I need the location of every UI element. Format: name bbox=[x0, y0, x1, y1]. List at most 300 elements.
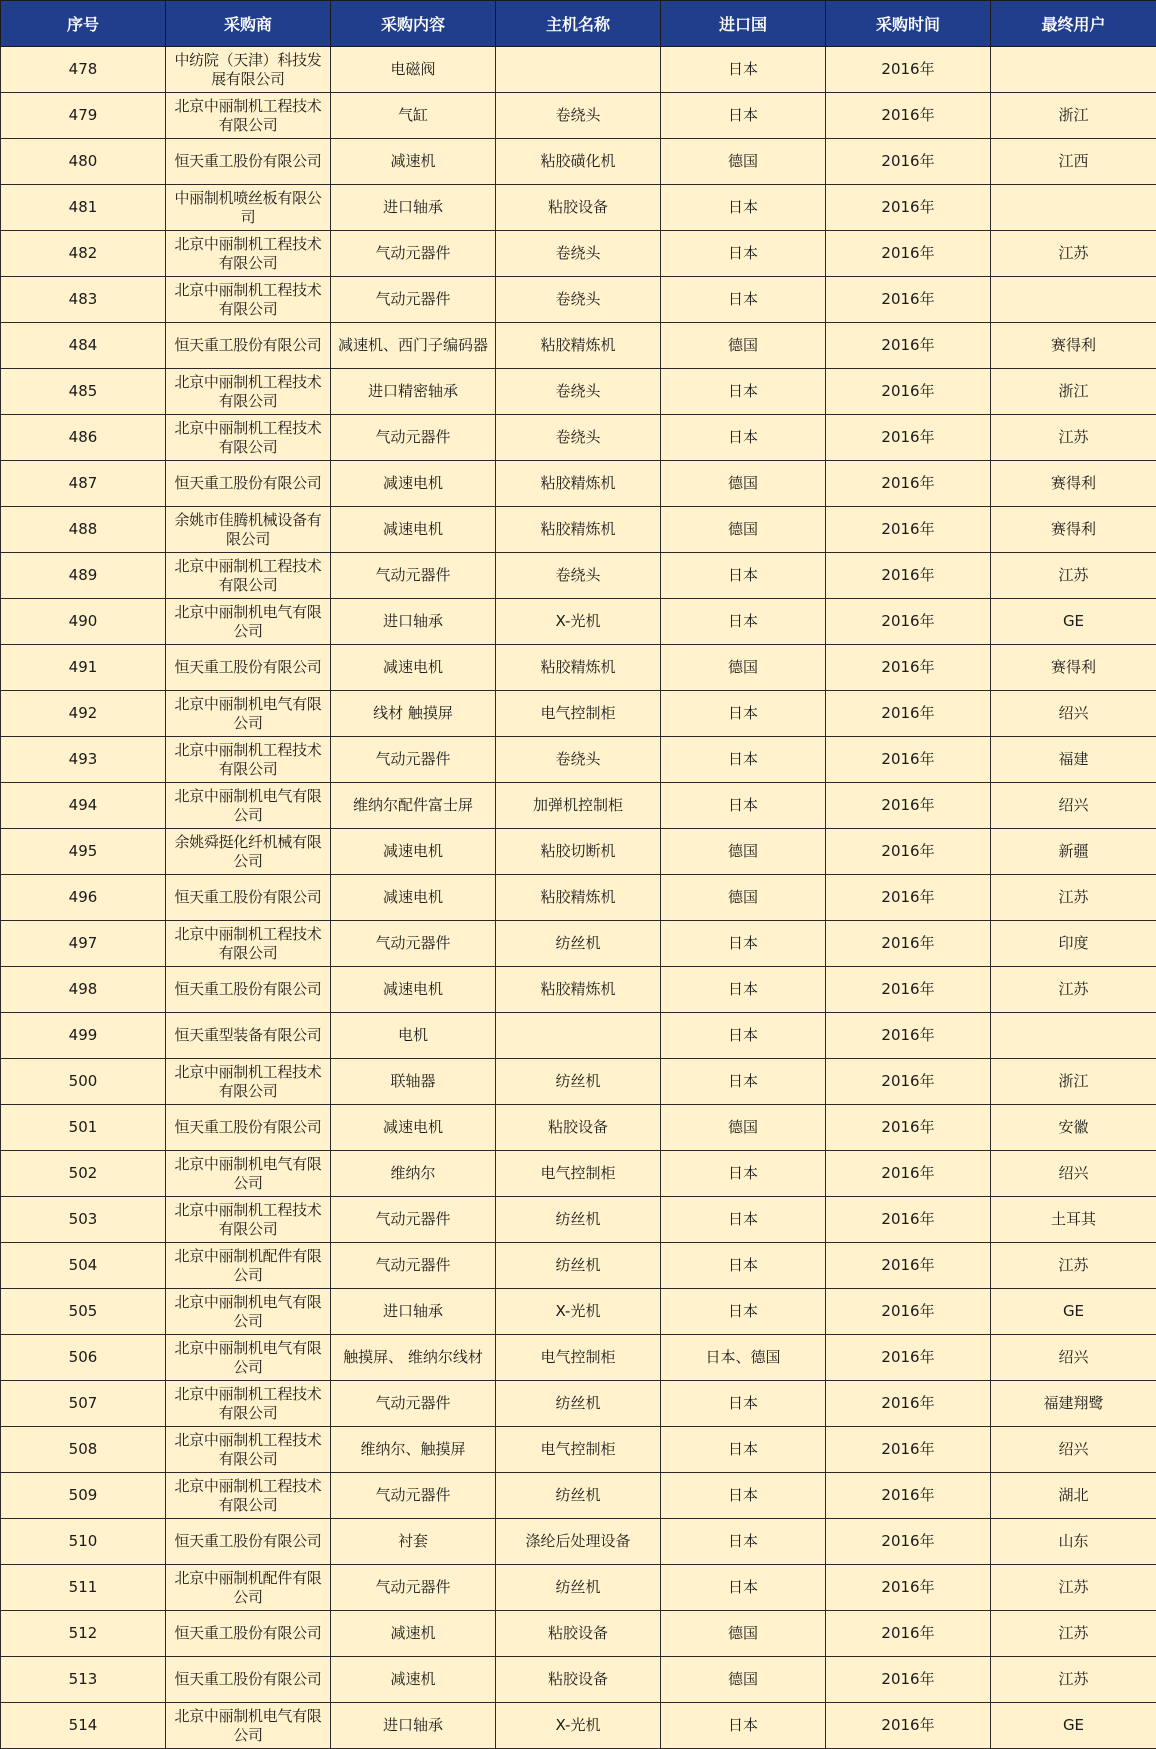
end-user-cell: 江苏 bbox=[991, 1611, 1156, 1657]
purchase-time-cell: 2016年 bbox=[826, 645, 991, 691]
purchase-content-cell: 气动元器件 bbox=[331, 1197, 496, 1243]
host-machine-cell: 纺丝机 bbox=[496, 921, 661, 967]
serial-no-cell: 513 bbox=[1, 1657, 166, 1703]
purchase-time-cell: 2016年 bbox=[826, 737, 991, 783]
table-row bbox=[1, 737, 1156, 783]
purchase-time-cell: 2016年 bbox=[826, 139, 991, 185]
host-machine-cell: 粘胶磺化机 bbox=[496, 139, 661, 185]
table-row bbox=[1, 1151, 1156, 1197]
end-user-cell: 土耳其 bbox=[991, 1197, 1156, 1243]
purchase-time-cell: 2016年 bbox=[826, 507, 991, 553]
serial-no-cell: 487 bbox=[1, 461, 166, 507]
purchase-time-cell: 2016年 bbox=[826, 1059, 991, 1105]
serial-no-cell: 500 bbox=[1, 1059, 166, 1105]
purchase-content-cell: 气缸 bbox=[331, 93, 496, 139]
purchase-time-cell: 2016年 bbox=[826, 93, 991, 139]
buyer-cell: 北京中丽制机工程技术有限公司 bbox=[166, 277, 331, 323]
buyer-cell: 北京中丽制机电气有限公司 bbox=[166, 1151, 331, 1197]
host-machine-cell: 卷绕头 bbox=[496, 277, 661, 323]
purchase-time-cell: 2016年 bbox=[826, 875, 991, 921]
serial-no-cell: 503 bbox=[1, 1197, 166, 1243]
buyer-cell: 恒天重工股份有限公司 bbox=[166, 461, 331, 507]
import-country-cell: 日本 bbox=[661, 1381, 826, 1427]
host-machine-cell: 粘胶精炼机 bbox=[496, 461, 661, 507]
end-user-cell bbox=[991, 185, 1156, 231]
end-user-cell: 江苏 bbox=[991, 415, 1156, 461]
import-country-cell: 日本 bbox=[661, 1427, 826, 1473]
header-import-country: 进口国 bbox=[661, 1, 826, 47]
table-row bbox=[1, 599, 1156, 645]
purchase-time-cell: 2016年 bbox=[826, 1013, 991, 1059]
import-country-cell: 日本 bbox=[661, 1519, 826, 1565]
serial-no-cell: 508 bbox=[1, 1427, 166, 1473]
purchase-content-cell: 气动元器件 bbox=[331, 737, 496, 783]
import-country-cell: 日本 bbox=[661, 1197, 826, 1243]
buyer-cell: 北京中丽制机工程技术有限公司 bbox=[166, 737, 331, 783]
purchase-time-cell: 2016年 bbox=[826, 461, 991, 507]
host-machine-cell: 卷绕头 bbox=[496, 231, 661, 277]
buyer-cell: 北京中丽制机工程技术有限公司 bbox=[166, 1059, 331, 1105]
serial-no-cell: 509 bbox=[1, 1473, 166, 1519]
import-country-cell: 德国 bbox=[661, 507, 826, 553]
purchase-content-cell: 衬套 bbox=[331, 1519, 496, 1565]
purchase-content-cell: 减速电机 bbox=[331, 1105, 496, 1151]
header-buyer: 采购商 bbox=[166, 1, 331, 47]
end-user-cell: GE bbox=[991, 1703, 1156, 1749]
serial-no-cell: 482 bbox=[1, 231, 166, 277]
table-row bbox=[1, 1381, 1156, 1427]
table-row bbox=[1, 507, 1156, 553]
import-country-cell: 德国 bbox=[661, 139, 826, 185]
purchase-time-cell: 2016年 bbox=[826, 967, 991, 1013]
table-row bbox=[1, 185, 1156, 231]
host-machine-cell: 粘胶精炼机 bbox=[496, 875, 661, 921]
import-country-cell: 德国 bbox=[661, 461, 826, 507]
import-country-cell: 日本 bbox=[661, 691, 826, 737]
end-user-cell: 江苏 bbox=[991, 231, 1156, 277]
import-country-cell: 日本 bbox=[661, 783, 826, 829]
purchase-content-cell: 减速电机 bbox=[331, 967, 496, 1013]
import-country-cell: 德国 bbox=[661, 875, 826, 921]
import-country-cell: 日本 bbox=[661, 737, 826, 783]
table-row bbox=[1, 967, 1156, 1013]
purchase-content-cell: 线材 触摸屏 bbox=[331, 691, 496, 737]
end-user-cell: 赛得利 bbox=[991, 461, 1156, 507]
table-row bbox=[1, 1335, 1156, 1381]
import-country-cell: 日本 bbox=[661, 599, 826, 645]
purchase-content-cell: 触摸屏、 维纳尔线材 bbox=[331, 1335, 496, 1381]
serial-no-cell: 505 bbox=[1, 1289, 166, 1335]
purchase-content-cell: 维纳尔 bbox=[331, 1151, 496, 1197]
end-user-cell: 赛得利 bbox=[991, 507, 1156, 553]
purchase-time-cell: 2016年 bbox=[826, 1473, 991, 1519]
buyer-cell: 恒天重工股份有限公司 bbox=[166, 1611, 331, 1657]
serial-no-cell: 490 bbox=[1, 599, 166, 645]
purchase-content-cell: 气动元器件 bbox=[331, 1381, 496, 1427]
end-user-cell: 江苏 bbox=[991, 1657, 1156, 1703]
host-machine-cell: 卷绕头 bbox=[496, 369, 661, 415]
serial-no-cell: 501 bbox=[1, 1105, 166, 1151]
end-user-cell: 浙江 bbox=[991, 1059, 1156, 1105]
host-machine-cell: 粘胶设备 bbox=[496, 1611, 661, 1657]
purchase-time-cell: 2016年 bbox=[826, 1289, 991, 1335]
table-row bbox=[1, 1703, 1156, 1749]
host-machine-cell: 纺丝机 bbox=[496, 1059, 661, 1105]
purchase-time-cell: 2016年 bbox=[826, 1381, 991, 1427]
end-user-cell: 绍兴 bbox=[991, 1151, 1156, 1197]
serial-no-cell: 483 bbox=[1, 277, 166, 323]
table-row bbox=[1, 93, 1156, 139]
import-country-cell: 日本 bbox=[661, 1473, 826, 1519]
table-row bbox=[1, 1611, 1156, 1657]
serial-no-cell: 479 bbox=[1, 93, 166, 139]
host-machine-cell: 电气控制柜 bbox=[496, 1151, 661, 1197]
import-country-cell: 日本 bbox=[661, 93, 826, 139]
import-country-cell: 日本 bbox=[661, 415, 826, 461]
import-country-cell: 德国 bbox=[661, 1105, 826, 1151]
header-purchase-time: 采购时间 bbox=[826, 1, 991, 47]
host-machine-cell: 纺丝机 bbox=[496, 1473, 661, 1519]
serial-no-cell: 507 bbox=[1, 1381, 166, 1427]
buyer-cell: 余姚市佳腾机械设备有限公司 bbox=[166, 507, 331, 553]
buyer-cell: 余姚舜挺化纤机械有限公司 bbox=[166, 829, 331, 875]
buyer-cell: 北京中丽制机电气有限公司 bbox=[166, 1335, 331, 1381]
purchase-content-cell: 电磁阀 bbox=[331, 47, 496, 93]
table-row bbox=[1, 139, 1156, 185]
end-user-cell: 赛得利 bbox=[991, 645, 1156, 691]
buyer-cell: 北京中丽制机配件有限公司 bbox=[166, 1243, 331, 1289]
end-user-cell: GE bbox=[991, 599, 1156, 645]
end-user-cell: 绍兴 bbox=[991, 783, 1156, 829]
purchase-content-cell: 减速电机 bbox=[331, 875, 496, 921]
table-row bbox=[1, 1105, 1156, 1151]
table-row bbox=[1, 1059, 1156, 1105]
serial-no-cell: 480 bbox=[1, 139, 166, 185]
host-machine-cell: 卷绕头 bbox=[496, 737, 661, 783]
serial-no-cell: 493 bbox=[1, 737, 166, 783]
host-machine-cell: 粘胶设备 bbox=[496, 1657, 661, 1703]
purchase-time-cell: 2016年 bbox=[826, 599, 991, 645]
purchase-content-cell: 减速电机 bbox=[331, 645, 496, 691]
import-country-cell: 日本、德国 bbox=[661, 1335, 826, 1381]
serial-no-cell: 481 bbox=[1, 185, 166, 231]
purchase-content-cell: 进口轴承 bbox=[331, 599, 496, 645]
end-user-cell bbox=[991, 277, 1156, 323]
serial-no-cell: 494 bbox=[1, 783, 166, 829]
serial-no-cell: 489 bbox=[1, 553, 166, 599]
buyer-cell: 北京中丽制机工程技术有限公司 bbox=[166, 1197, 331, 1243]
import-country-cell: 日本 bbox=[661, 967, 826, 1013]
import-country-cell: 日本 bbox=[661, 185, 826, 231]
table-row bbox=[1, 1657, 1156, 1703]
import-country-cell: 日本 bbox=[661, 1013, 826, 1059]
end-user-cell: 江苏 bbox=[991, 967, 1156, 1013]
buyer-cell: 北京中丽制机工程技术有限公司 bbox=[166, 93, 331, 139]
end-user-cell: 新疆 bbox=[991, 829, 1156, 875]
host-machine-cell: 电气控制柜 bbox=[496, 1427, 661, 1473]
host-machine-cell: 卷绕头 bbox=[496, 93, 661, 139]
purchase-content-cell: 气动元器件 bbox=[331, 921, 496, 967]
end-user-cell: 绍兴 bbox=[991, 1427, 1156, 1473]
buyer-cell: 北京中丽制机工程技术有限公司 bbox=[166, 553, 331, 599]
serial-no-cell: 491 bbox=[1, 645, 166, 691]
host-machine-cell: 纺丝机 bbox=[496, 1243, 661, 1289]
purchase-content-cell: 气动元器件 bbox=[331, 415, 496, 461]
table-row bbox=[1, 553, 1156, 599]
buyer-cell: 恒天重工股份有限公司 bbox=[166, 1519, 331, 1565]
buyer-cell: 北京中丽制机工程技术有限公司 bbox=[166, 921, 331, 967]
host-machine-cell: X-光机 bbox=[496, 1289, 661, 1335]
serial-no-cell: 478 bbox=[1, 47, 166, 93]
purchase-time-cell: 2016年 bbox=[826, 1703, 991, 1749]
purchase-time-cell: 2016年 bbox=[826, 1657, 991, 1703]
end-user-cell: 绍兴 bbox=[991, 691, 1156, 737]
host-machine-cell: 电气控制柜 bbox=[496, 1335, 661, 1381]
import-country-cell: 德国 bbox=[661, 829, 826, 875]
serial-no-cell: 498 bbox=[1, 967, 166, 1013]
host-machine-cell: 卷绕头 bbox=[496, 553, 661, 599]
buyer-cell: 恒天重工股份有限公司 bbox=[166, 875, 331, 921]
serial-no-cell: 492 bbox=[1, 691, 166, 737]
purchase-time-cell: 2016年 bbox=[826, 369, 991, 415]
end-user-cell: 山东 bbox=[991, 1519, 1156, 1565]
table-row bbox=[1, 921, 1156, 967]
table-row bbox=[1, 1013, 1156, 1059]
host-machine-cell: 粘胶切断机 bbox=[496, 829, 661, 875]
host-machine-cell: 加弹机控制柜 bbox=[496, 783, 661, 829]
purchase-time-cell: 2016年 bbox=[826, 1565, 991, 1611]
serial-no-cell: 495 bbox=[1, 829, 166, 875]
host-machine-cell: 粘胶精炼机 bbox=[496, 507, 661, 553]
end-user-cell: GE bbox=[991, 1289, 1156, 1335]
import-country-cell: 日本 bbox=[661, 553, 826, 599]
import-country-cell: 德国 bbox=[661, 645, 826, 691]
host-machine-cell: 粘胶设备 bbox=[496, 185, 661, 231]
import-country-cell: 日本 bbox=[661, 1151, 826, 1197]
table-row bbox=[1, 1197, 1156, 1243]
host-machine-cell: 粘胶设备 bbox=[496, 1105, 661, 1151]
purchase-content-cell: 进口轴承 bbox=[331, 1703, 496, 1749]
serial-no-cell: 484 bbox=[1, 323, 166, 369]
table-row bbox=[1, 415, 1156, 461]
host-machine-cell: 纺丝机 bbox=[496, 1565, 661, 1611]
end-user-cell bbox=[991, 47, 1156, 93]
buyer-cell: 北京中丽制机工程技术有限公司 bbox=[166, 415, 331, 461]
host-machine-cell: X-光机 bbox=[496, 1703, 661, 1749]
host-machine-cell: 粘胶精炼机 bbox=[496, 323, 661, 369]
table-row bbox=[1, 645, 1156, 691]
purchase-content-cell: 气动元器件 bbox=[331, 231, 496, 277]
end-user-cell: 浙江 bbox=[991, 369, 1156, 415]
table-row bbox=[1, 1565, 1156, 1611]
buyer-cell: 中丽制机喷丝板有限公司 bbox=[166, 185, 331, 231]
host-machine-cell: X-光机 bbox=[496, 599, 661, 645]
buyer-cell: 北京中丽制机电气有限公司 bbox=[166, 599, 331, 645]
serial-no-cell: 497 bbox=[1, 921, 166, 967]
purchase-time-cell: 2016年 bbox=[826, 1427, 991, 1473]
end-user-cell: 湖北 bbox=[991, 1473, 1156, 1519]
purchase-content-cell: 气动元器件 bbox=[331, 1243, 496, 1289]
import-country-cell: 日本 bbox=[661, 1703, 826, 1749]
import-country-cell: 德国 bbox=[661, 1611, 826, 1657]
purchase-content-cell: 进口轴承 bbox=[331, 1289, 496, 1335]
host-machine-cell: 纺丝机 bbox=[496, 1197, 661, 1243]
import-country-cell: 日本 bbox=[661, 921, 826, 967]
purchase-content-cell: 进口轴承 bbox=[331, 185, 496, 231]
buyer-cell: 北京中丽制机电气有限公司 bbox=[166, 783, 331, 829]
purchase-time-cell: 2016年 bbox=[826, 1105, 991, 1151]
end-user-cell: 赛得利 bbox=[991, 323, 1156, 369]
table-row bbox=[1, 323, 1156, 369]
buyer-cell: 中纺院（天津）科技发展有限公司 bbox=[166, 47, 331, 93]
table-row bbox=[1, 461, 1156, 507]
end-user-cell: 江西 bbox=[991, 139, 1156, 185]
buyer-cell: 恒天重工股份有限公司 bbox=[166, 1105, 331, 1151]
buyer-cell: 北京中丽制机工程技术有限公司 bbox=[166, 1381, 331, 1427]
purchase-time-cell: 2016年 bbox=[826, 185, 991, 231]
import-country-cell: 日本 bbox=[661, 369, 826, 415]
serial-no-cell: 512 bbox=[1, 1611, 166, 1657]
purchase-content-cell: 气动元器件 bbox=[331, 1473, 496, 1519]
table-row bbox=[1, 1519, 1156, 1565]
host-machine-cell bbox=[496, 47, 661, 93]
table-header bbox=[1, 1, 1156, 47]
header-host-machine: 主机名称 bbox=[496, 1, 661, 47]
purchase-time-cell: 2016年 bbox=[826, 1243, 991, 1289]
serial-no-cell: 514 bbox=[1, 1703, 166, 1749]
purchase-content-cell: 减速机 bbox=[331, 1657, 496, 1703]
purchase-time-cell: 2016年 bbox=[826, 231, 991, 277]
table-row bbox=[1, 1289, 1156, 1335]
table-row bbox=[1, 691, 1156, 737]
host-machine-cell: 粘胶精炼机 bbox=[496, 645, 661, 691]
buyer-cell: 恒天重工股份有限公司 bbox=[166, 139, 331, 185]
end-user-cell bbox=[991, 1013, 1156, 1059]
host-machine-cell: 涤纶后处理设备 bbox=[496, 1519, 661, 1565]
table-row bbox=[1, 829, 1156, 875]
serial-no-cell: 496 bbox=[1, 875, 166, 921]
table-row bbox=[1, 875, 1156, 921]
import-country-cell: 日本 bbox=[661, 231, 826, 277]
purchase-content-cell: 减速电机 bbox=[331, 507, 496, 553]
buyer-cell: 北京中丽制机工程技术有限公司 bbox=[166, 231, 331, 277]
buyer-cell: 北京中丽制机电气有限公司 bbox=[166, 1289, 331, 1335]
buyer-cell: 北京中丽制机电气有限公司 bbox=[166, 1703, 331, 1749]
buyer-cell: 恒天重工股份有限公司 bbox=[166, 645, 331, 691]
purchase-time-cell: 2016年 bbox=[826, 1335, 991, 1381]
buyer-cell: 恒天重工股份有限公司 bbox=[166, 967, 331, 1013]
purchase-content-cell: 联轴器 bbox=[331, 1059, 496, 1105]
purchase-content-cell: 气动元器件 bbox=[331, 277, 496, 323]
purchase-time-cell: 2016年 bbox=[826, 1151, 991, 1197]
serial-no-cell: 486 bbox=[1, 415, 166, 461]
import-country-cell: 日本 bbox=[661, 47, 826, 93]
purchase-time-cell: 2016年 bbox=[826, 1611, 991, 1657]
purchase-content-cell: 维纳尔配件富士屏 bbox=[331, 783, 496, 829]
table-row bbox=[1, 369, 1156, 415]
end-user-cell: 安徽 bbox=[991, 1105, 1156, 1151]
end-user-cell: 江苏 bbox=[991, 553, 1156, 599]
purchase-content-cell: 进口精密轴承 bbox=[331, 369, 496, 415]
import-country-cell: 日本 bbox=[661, 1243, 826, 1289]
purchase-content-cell: 气动元器件 bbox=[331, 1565, 496, 1611]
header-purchase-content: 采购内容 bbox=[331, 1, 496, 47]
purchase-time-cell: 2016年 bbox=[826, 553, 991, 599]
purchase-content-cell: 减速机 bbox=[331, 1611, 496, 1657]
purchase-time-cell: 2016年 bbox=[826, 277, 991, 323]
serial-no-cell: 499 bbox=[1, 1013, 166, 1059]
end-user-cell: 江苏 bbox=[991, 1243, 1156, 1289]
end-user-cell: 江苏 bbox=[991, 875, 1156, 921]
table-row bbox=[1, 1243, 1156, 1289]
purchase-time-cell: 2016年 bbox=[826, 691, 991, 737]
purchase-time-cell: 2016年 bbox=[826, 1519, 991, 1565]
purchase-content-cell: 电机 bbox=[331, 1013, 496, 1059]
end-user-cell: 福建 bbox=[991, 737, 1156, 783]
end-user-cell: 江苏 bbox=[991, 1565, 1156, 1611]
buyer-cell: 北京中丽制机电气有限公司 bbox=[166, 691, 331, 737]
serial-no-cell: 511 bbox=[1, 1565, 166, 1611]
purchase-content-cell: 减速机、西门子编码器 bbox=[331, 323, 496, 369]
table-row bbox=[1, 1473, 1156, 1519]
host-machine-cell: 卷绕头 bbox=[496, 415, 661, 461]
buyer-cell: 北京中丽制机工程技术有限公司 bbox=[166, 369, 331, 415]
end-user-cell: 绍兴 bbox=[991, 1335, 1156, 1381]
header-serial-no: 序号 bbox=[1, 1, 166, 47]
purchase-time-cell: 2016年 bbox=[826, 921, 991, 967]
table-row bbox=[1, 277, 1156, 323]
purchase-content-cell: 减速电机 bbox=[331, 829, 496, 875]
purchase-time-cell: 2016年 bbox=[826, 783, 991, 829]
serial-no-cell: 504 bbox=[1, 1243, 166, 1289]
buyer-cell: 恒天重工股份有限公司 bbox=[166, 323, 331, 369]
import-country-cell: 日本 bbox=[661, 1565, 826, 1611]
table-row bbox=[1, 1427, 1156, 1473]
host-machine-cell bbox=[496, 1013, 661, 1059]
header-end-user: 最终用户 bbox=[991, 1, 1156, 47]
purchase-time-cell: 2016年 bbox=[826, 415, 991, 461]
buyer-cell: 北京中丽制机工程技术有限公司 bbox=[166, 1473, 331, 1519]
purchase-time-cell: 2016年 bbox=[826, 1197, 991, 1243]
import-country-cell: 日本 bbox=[661, 1059, 826, 1105]
table-row bbox=[1, 231, 1156, 277]
serial-no-cell: 485 bbox=[1, 369, 166, 415]
table-row bbox=[1, 783, 1156, 829]
import-country-cell: 德国 bbox=[661, 1657, 826, 1703]
end-user-cell: 福建翔鹭 bbox=[991, 1381, 1156, 1427]
purchase-time-cell: 2016年 bbox=[826, 829, 991, 875]
buyer-cell: 北京中丽制机工程技术有限公司 bbox=[166, 1427, 331, 1473]
import-country-cell: 日本 bbox=[661, 277, 826, 323]
header-row bbox=[1, 1, 1156, 47]
end-user-cell: 印度 bbox=[991, 921, 1156, 967]
serial-no-cell: 510 bbox=[1, 1519, 166, 1565]
serial-no-cell: 502 bbox=[1, 1151, 166, 1197]
table-body bbox=[1, 47, 1156, 1749]
purchase-content-cell: 减速电机 bbox=[331, 461, 496, 507]
host-machine-cell: 电气控制柜 bbox=[496, 691, 661, 737]
host-machine-cell: 粘胶精炼机 bbox=[496, 967, 661, 1013]
purchase-time-cell: 2016年 bbox=[826, 323, 991, 369]
purchase-content-cell: 维纳尔、触摸屏 bbox=[331, 1427, 496, 1473]
buyer-cell: 恒天重工股份有限公司 bbox=[166, 1657, 331, 1703]
import-country-cell: 德国 bbox=[661, 323, 826, 369]
buyer-cell: 恒天重型装备有限公司 bbox=[166, 1013, 331, 1059]
buyer-cell: 北京中丽制机配件有限公司 bbox=[166, 1565, 331, 1611]
purchase-time-cell: 2016年 bbox=[826, 47, 991, 93]
purchase-content-cell: 减速机 bbox=[331, 139, 496, 185]
host-machine-cell: 纺丝机 bbox=[496, 1381, 661, 1427]
